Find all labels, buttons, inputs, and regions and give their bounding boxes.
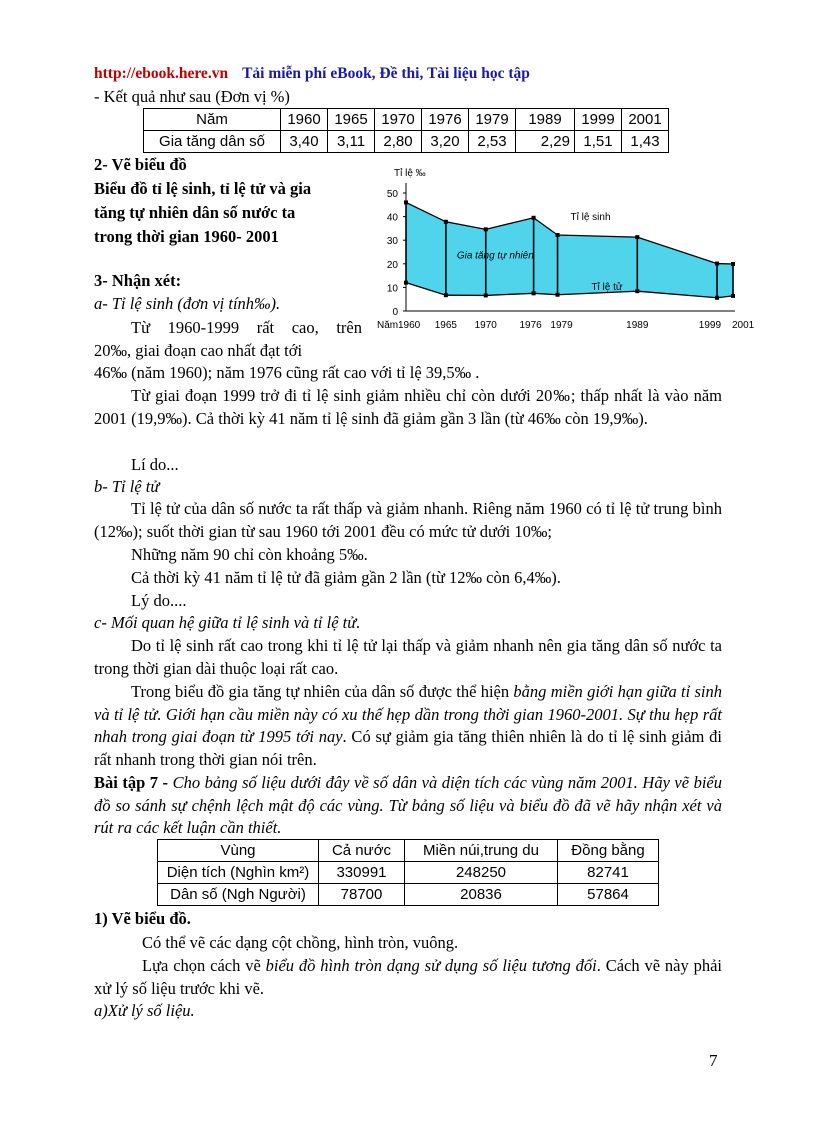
table-cell: 82741 (558, 862, 659, 884)
table-cell: 1,51 (575, 131, 622, 153)
header-tagline: Tải miễn phí eBook, Đề thi, Tài liệu học tập (242, 65, 530, 82)
section3-b-reason: Lý do.... (131, 591, 187, 610)
x-tick-label: 1989 (626, 320, 649, 331)
birth-rate-point (715, 262, 719, 266)
region-table (157, 839, 659, 906)
birth-rate-point (444, 220, 448, 224)
x-tick-label: 1970 (474, 320, 497, 331)
table-cell: 1976 (422, 109, 469, 131)
x-tick-label: 1979 (550, 320, 573, 331)
exercise7-p1: Có thể vẽ các dạng cột chồng, hình tròn, vuông. (142, 933, 459, 952)
death-rate-point (484, 293, 488, 297)
text-run: . Có sự giảm gia tăng thiên nhiên là do tỉ lệ sinh giảm đi rất nhanh trong thời gian nói trên. (94, 727, 722, 769)
death-rate-point (444, 293, 448, 297)
table-header-cell: Đồng bằng (558, 840, 659, 862)
birth-rate-point (731, 262, 735, 266)
x-tick-label: 1999 (698, 320, 722, 331)
table-cell: 3,20 (422, 131, 469, 153)
section3-c-heading: c- Mối quan hệ giữa tỉ lệ sinh và tỉ lệ tử. (94, 613, 361, 632)
text-run-italic: biểu đồ hình tròn dạng sử dụng số liệu tương đối (265, 956, 597, 975)
natural-growth-area (406, 202, 733, 297)
table-row (158, 884, 659, 906)
y-axis-label: Tỉ lệ ‰ (394, 168, 426, 179)
table-row (158, 862, 659, 884)
table-cell: Gia tăng dân số (144, 131, 281, 153)
section3-c-p2 (94, 681, 722, 771)
y-tick-label: 40 (386, 212, 398, 224)
death-rate-point (731, 294, 735, 298)
chart-title-line: trong thời gian 1960- 2001 (94, 227, 279, 246)
table-cell: 3,11 (328, 131, 375, 153)
text-run: Lựa chọn cách vẽ (142, 956, 266, 975)
death-rate-point (635, 289, 639, 293)
intro-line: - Kết quả như sau (Đơn vị %) (94, 87, 290, 106)
table-cell: 248250 (405, 862, 558, 884)
x-tick-label: 1965 (434, 320, 458, 331)
table-cell: 1999 (575, 109, 622, 131)
table-cell: 78700 (319, 884, 405, 906)
section3-b-p1: Tỉ lệ tử của dân số nước ta rất thấp và giảm nhanh. Riêng năm 1960 có tỉ lệ tử trung bình (12‰); suốt thời gian từ sau 1960 tới 2001 đều có mức tử dưới 10‰; (94, 499, 722, 541)
death-rate-point (715, 296, 719, 300)
table-cell: 1979 (469, 109, 516, 131)
table-row (144, 131, 669, 153)
section3-a-p1-line3: 46‰ (năm 1960); năm 1976 cũng rất cao với tỉ lệ 39,5‰ . (94, 363, 480, 382)
chart-title-line: Biểu đồ tỉ lệ sinh, tỉ lệ tử và gia (94, 179, 312, 198)
table-cell: 1970 (375, 109, 422, 131)
exercise7-p2 (94, 955, 722, 1000)
table-cell: Diện tích (Nghìn km²) (158, 862, 319, 884)
table-header-cell: Cả nước (319, 840, 405, 862)
table-cell: 3,40 (281, 131, 328, 153)
death-rate-annotation: Tỉ lệ tử (591, 282, 623, 294)
y-tick-label: 20 (386, 259, 398, 271)
death-rate-point (532, 291, 536, 295)
y-tick-label: 0 (392, 307, 398, 318)
section2-heading: 2- Vẽ biểu đồ (94, 155, 187, 174)
birth-rate-annotation: Tỉ lệ sinh (570, 211, 611, 223)
table-cell: 57864 (558, 884, 659, 906)
table-cell: 2,29 (516, 131, 575, 153)
y-tick-label: 10 (386, 283, 398, 295)
exercise7-subheading: 1) Vẽ biểu đồ. (94, 909, 191, 928)
section3-a-heading: a- Tỉ lệ sinh (đơn vị tính‰). (94, 294, 281, 313)
y-tick-label: 30 (386, 236, 398, 248)
table-cell: 2,53 (469, 131, 516, 153)
text-run: Trong biểu đồ gia tăng tự nhiên của dân số được thể hiện (131, 682, 514, 701)
text-run: . Cách vẽ này phải xử lý số liệu trước khi vẽ. (94, 956, 722, 998)
table-cell: Năm (144, 109, 281, 131)
table-cell: 1960 (281, 109, 328, 131)
page-header (94, 63, 530, 85)
section3-a-p1-line1: Từ 1960-1999 rất cao, trên (131, 318, 362, 337)
table-cell: 1,43 (622, 131, 669, 153)
table-cell: 1989 (516, 109, 575, 131)
section3-b-p3: Cả thời kỳ 41 năm tỉ lệ tử đã giảm gần 2 lần (từ 12‰ còn 6,4‰). (131, 568, 561, 587)
table-cell: Dân số (Ngh Người) (158, 884, 319, 906)
birth-rate-point (556, 233, 560, 237)
table-row (158, 840, 659, 862)
exercise7-prompt (94, 772, 722, 840)
section3-b-heading: b- Tỉ lệ tử (94, 477, 160, 496)
natural-growth-annotation: Gia tăng tự nhiên (456, 250, 534, 262)
exercise7-a-heading: a)Xử lý số liệu. (94, 1001, 195, 1020)
death-rate-point (556, 293, 560, 297)
y-tick-label: 50 (386, 189, 398, 200)
section3-a-p2: Từ giai đoạn 1999 trở đi tỉ lệ sinh giảm nhiều chỉ còn dưới 20‰; thấp nhất là vào năm 2001 (19,9‰). Cả thời kỳ 41 năm tỉ lệ sinh đã giảm gần 3 lần (từ 46‰ còn 19,9‰). (94, 386, 722, 428)
page-number: 7 (709, 1051, 718, 1070)
table-cell: 2,80 (375, 131, 422, 153)
exercise-label: Bài tập 7 - (94, 773, 173, 792)
header-url-link[interactable]: http://ebook.here.vn (94, 65, 229, 82)
section3-b-p2: Những năm 90 chỉ còn khoảng 5‰. (131, 545, 368, 564)
population-growth-table (143, 108, 669, 153)
x-tick-label: 2001 (732, 320, 755, 331)
exercise-text: Cho bảng số liệu dưới đây về số dân và diện tích các vùng năm 2001. Hãy vẽ biểu đồ so sánh sự chệnh lệch mật độ các vùng. Từ bảng số liệu và biểu đồ đã vẽ hãy nhận xét và rút ra các kết luận cần thiết. (94, 773, 722, 837)
x-axis-title: Năm (377, 320, 399, 331)
birth-rate-point (532, 216, 536, 220)
table-cell: 2001 (622, 109, 669, 131)
table-header-cell: Vùng (158, 840, 319, 862)
section3-a-reason: Lí do... (131, 455, 179, 474)
x-tick-label: 1960 (398, 320, 421, 331)
chart-title-line: tăng tự nhiên dân số nước ta (94, 203, 296, 222)
section3-a-p1-line2: 20‰, giai đoạn cao nhất đạt tới (94, 341, 303, 360)
table-cell: 1965 (328, 109, 375, 131)
text-run-italic: bằng miền giới hạn giữa tỉ sinh và tỉ lệ tử. Giới hạn cầu miền này có xu thế hẹp dần trong thời gian 1960-2001. Sự thu hẹp rất nhah trong giai đoạn từ 1995 tới nay (94, 682, 722, 746)
table-cell: 330991 (319, 862, 405, 884)
table-cell: 20836 (405, 884, 558, 906)
birth-death-area-chart (376, 163, 756, 363)
section3-heading: 3- Nhận xét: (94, 271, 182, 290)
birth-rate-point (635, 235, 639, 239)
table-header-cell: Miền núi,trung du (405, 840, 558, 862)
birth-rate-point (484, 227, 488, 231)
section3-c-p1: Do tỉ lệ sinh rất cao trong khi tỉ lệ tử lại thấp và giảm nhanh nên gia tăng dân số nước ta trong thời gian dài thuộc loại rất cao. (94, 636, 722, 678)
x-tick-label: 1976 (519, 320, 542, 331)
table-row (144, 109, 669, 131)
